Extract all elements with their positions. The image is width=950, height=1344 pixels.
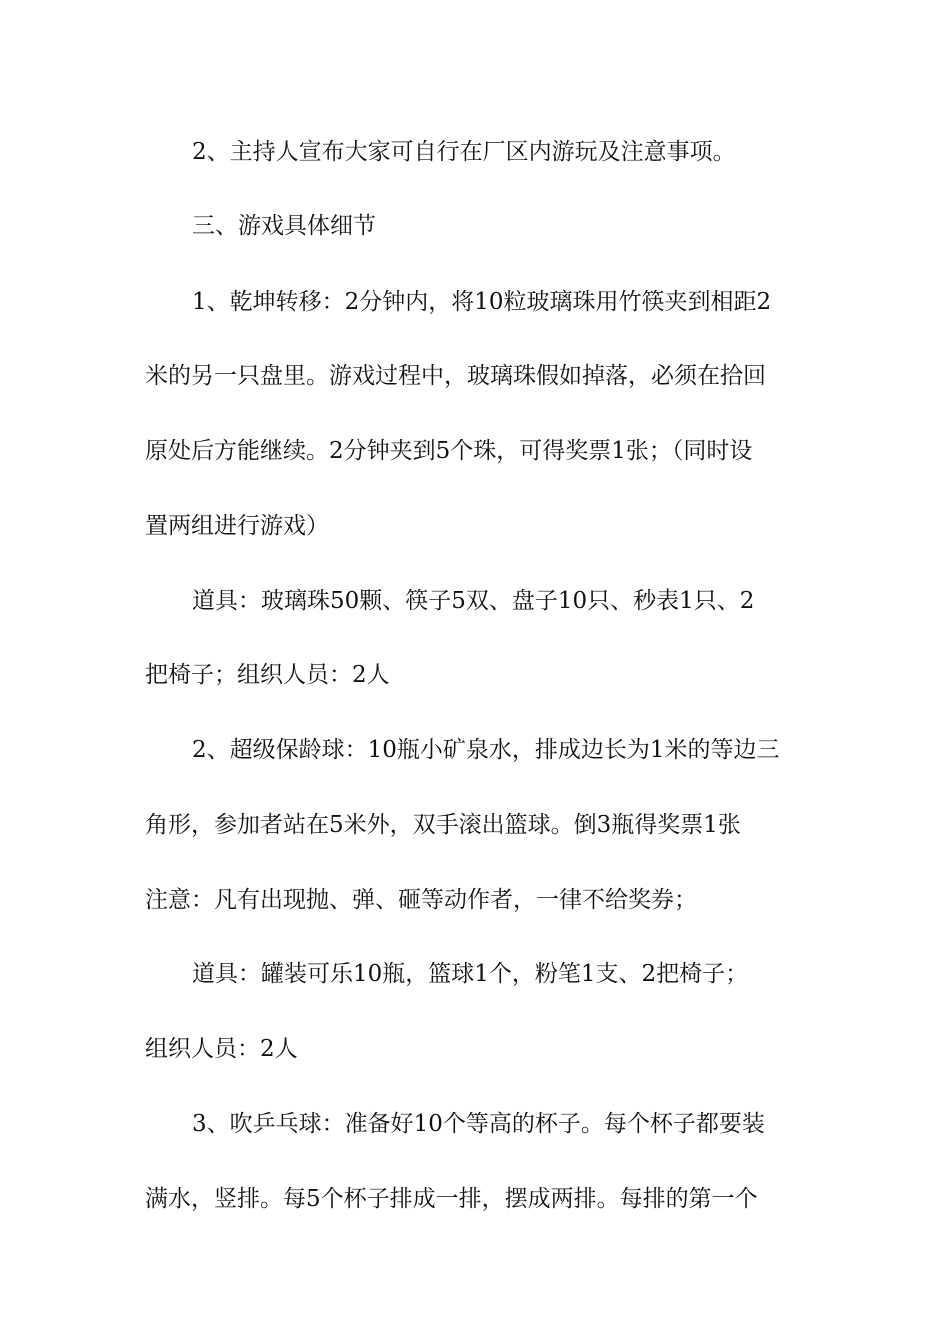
text-line: 米的另一只盘里。游戏过程中，玻璃珠假如掉落，必须在拾回: [145, 363, 766, 389]
text-line: 道具：罐装可乐10瓶，篮球1个，粉笔1支、2把椅子；: [192, 961, 749, 987]
text-line: 把椅子；组织人员：2人: [145, 662, 390, 688]
text-line: 1、乾坤转移：2分钟内，将10粒玻璃珠用竹筷夹到相距2: [192, 289, 772, 315]
text-line: 3、吹乒乓球：准备好10个等高的杯子。每个杯子都要装: [192, 1111, 765, 1137]
section-heading: 三、游戏具体细节: [192, 213, 376, 239]
text-line: 原处后方能继续。2分钟夹到5个珠，可得奖票1张；（同时设: [145, 438, 753, 464]
text-line: 置两组进行游戏）: [145, 513, 329, 539]
text-line: 注意：凡有出现抛、弹、砸等动作者，一律不给奖券；: [145, 887, 697, 913]
text-line: 2、主持人宣布大家可自行在厂区内游玩及注意事项。: [192, 139, 736, 165]
text-line: 组织人员：2人: [145, 1036, 298, 1062]
text-line: 2、超级保龄球：10瓶小矿泉水，排成边长为1米的等边三: [192, 737, 780, 763]
text-line: 道具：玻璃珠50颗、筷子5双、盘子10只、秒表1只、2: [192, 588, 755, 614]
text-line: 满水，竖排。每5个杯子排成一排，摆成两排。每排的第一个: [145, 1186, 758, 1212]
text-line: 角形，参加者站在5米外，双手滚出篮球。倒3瓶得奖票1张: [145, 812, 741, 838]
